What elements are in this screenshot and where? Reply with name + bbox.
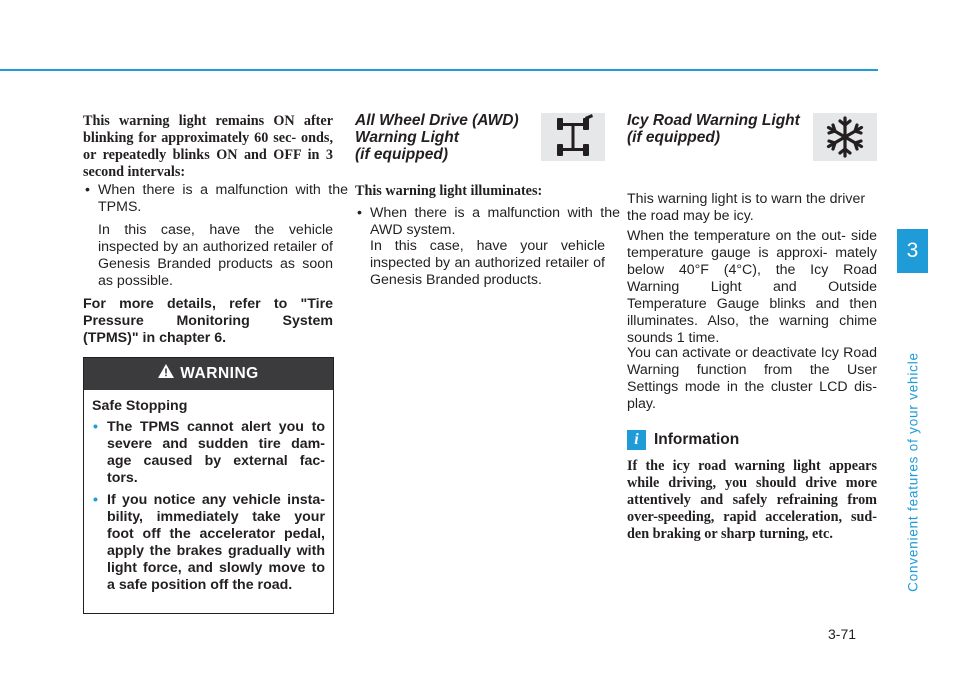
awd-bullet — [355, 205, 620, 239]
warning-bullet-2 — [92, 492, 325, 594]
top-rule — [0, 69, 878, 71]
info-icon: i — [627, 430, 646, 450]
icy-paragraph-1: This warning light is to warn the driver the road may be icy. — [627, 191, 866, 224]
info-header — [627, 430, 739, 450]
warning-title: Safe Stopping — [92, 398, 188, 414]
awd-followup: In this case, have your vehicle inspected by an authorized retailer of Genesis Branded products. — [370, 238, 605, 288]
icy-heading-line-1: Icy Road Warning Light — [627, 112, 800, 129]
info-label: Information — [654, 431, 740, 448]
chapter-tab: 3 — [897, 229, 928, 273]
awd-heading — [355, 112, 535, 163]
bullet-dot: • — [93, 419, 98, 435]
warning-body — [84, 390, 333, 594]
awd-bullet-text: When there is a malfunction with the AWD system. — [370, 205, 620, 238]
warning-triangle-icon — [158, 358, 174, 390]
icy-heading-line-2: (if equipped) — [627, 129, 720, 146]
tpms-bullet — [83, 182, 348, 216]
tpms-bullet-text: When there is a malfunction with the TPMS. — [98, 182, 348, 215]
tpms-more-details: For more details, refer to "Tire Pressure Monitoring System (TPMS)" in chapter 6. — [83, 296, 333, 346]
icy-paragraph-2: When the temperature on the out- side temperature gauge is approxi- mately below 40°F (4°C), the Icy Road Warning Light and Outside Temperature Gauge blinks and then illuminates. Also, the warning chime sounds 1 time. — [627, 228, 877, 346]
warning-box — [83, 357, 334, 614]
bullet-dot: • — [93, 492, 98, 508]
icy-heading — [627, 112, 807, 146]
bullet-dot: • — [85, 182, 90, 198]
warning-bullet-2-text: If you notice any vehicle insta- bility, immediately take your foot off the accelerator pedal, apply the brakes gradually with light force, and slowly move to a safe position off the road. — [107, 492, 325, 593]
awd-warning-icon — [541, 113, 605, 161]
warning-bullet-1 — [92, 419, 325, 487]
bullet-dot: • — [357, 205, 362, 221]
snowflake-icon — [813, 113, 877, 161]
chapter-title: Convenient features of your vehicle — [905, 352, 921, 592]
tpms-intro: This warning light remains ON after blinking for approximately 60 sec- onds, or repeatedly blinks ON and OFF in 3 second intervals: — [83, 113, 333, 180]
tpms-followup: In this case, have the vehicle inspected by an authorized retailer of Genesis Branded products as soon as possible. — [98, 222, 333, 289]
warning-label: WARNING — [180, 365, 259, 383]
info-text: If the icy road warning light appears while driving, you should drive more attentively and safely refraining from over-speeding, rapid acceleration, sud- den braking or sharp turning, etc. — [627, 458, 877, 542]
warning-bullet-1-text: The TPMS cannot alert you to severe and sudden tire dam- age caused by external fac- tors. — [107, 419, 325, 486]
awd-lead: This warning light illuminates: — [355, 183, 543, 199]
warning-header — [84, 358, 333, 390]
page-number: 3-71 — [828, 626, 857, 642]
awd-heading-line-2: Warning Light — [355, 129, 459, 146]
awd-heading-line-3: (if equipped) — [355, 146, 448, 163]
awd-heading-line-1: All Wheel Drive (AWD) — [355, 112, 519, 129]
icy-paragraph-3: You can activate or deactivate Icy Road Warning function from the User Settings mode in the cluster LCD dis- play. — [627, 345, 877, 412]
